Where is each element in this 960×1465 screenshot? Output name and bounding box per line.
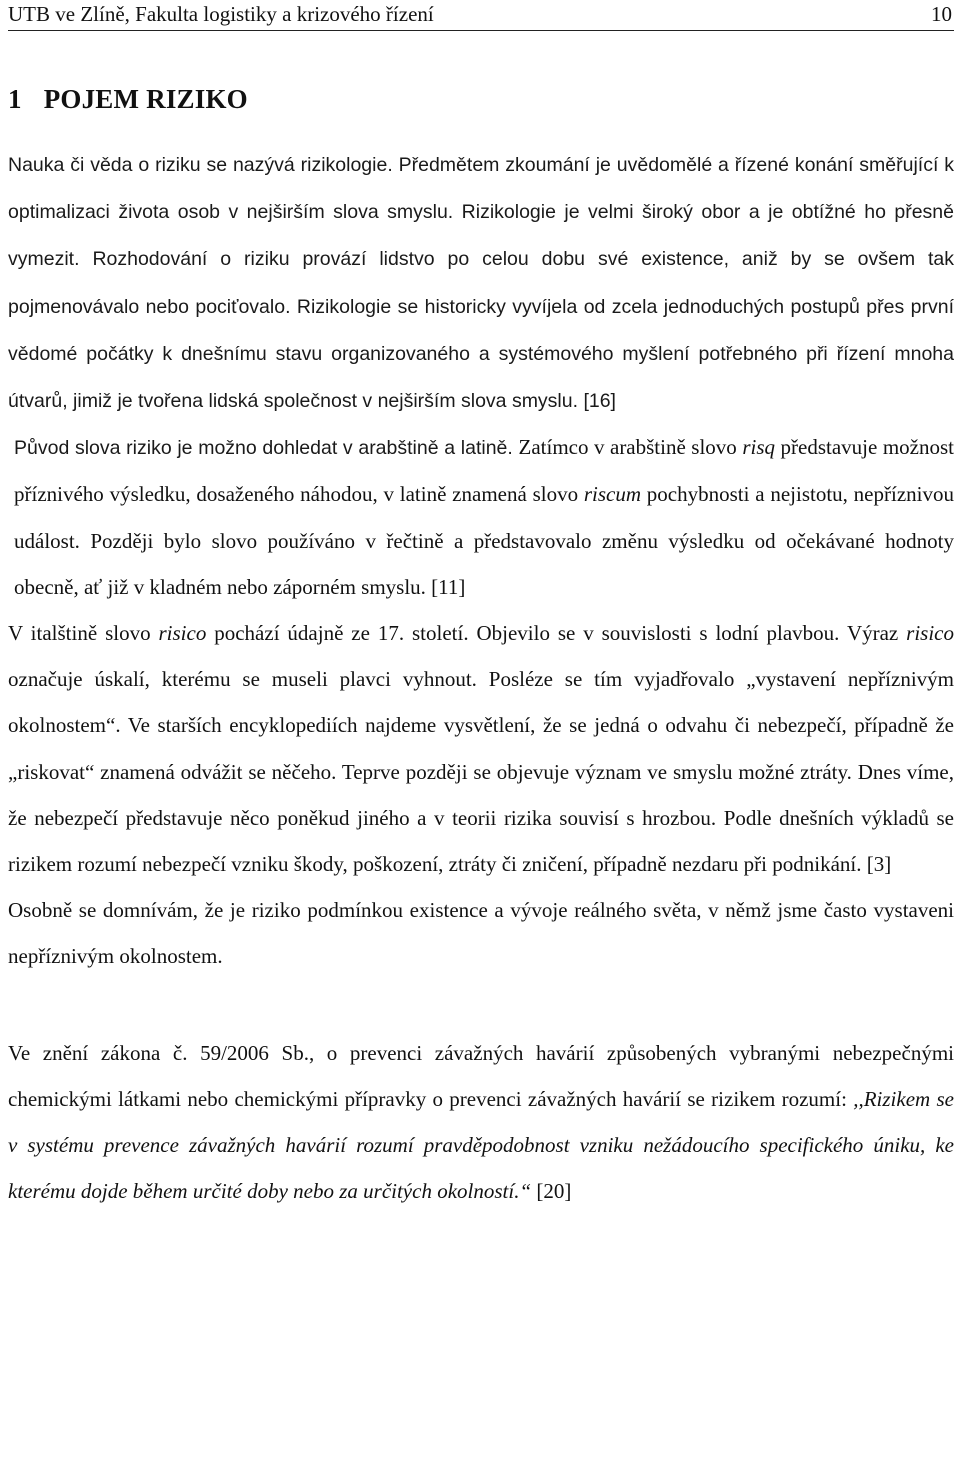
paragraph-text: Původ slova riziko je možno dohledat v arabštině a latině. xyxy=(14,437,519,460)
term-risq: risq xyxy=(742,435,776,460)
paragraph-text: Rozhodování o riziku provází lidstvo po celou dobu své existence, aniž by se ovšem tak pojmenovávalo nebo pociťovalo. Rizikologie se historicky vyvíjela od zcela jednoduchých postupů přes první vědomé počátky k dnešnímu stavu organizovaného a systémového myšlení potřebného při řízení mnoha útvarů, jimiž je tvořena lidská společnost v nejširším slova smyslu. [16] xyxy=(8,248,954,413)
running-header xyxy=(8,0,954,31)
document-page xyxy=(8,0,954,1214)
paragraph-text: V italštině slovo xyxy=(8,621,159,646)
paragraph-zakon xyxy=(8,1030,954,1215)
paragraph-osobne xyxy=(8,887,954,979)
paragraph-text: pochybnosti a nejistotu, nepříznivou událost. Později bylo slovo používáno v řečtině a představovalo změnu výsledku od očekávané hodnoty obecně, ať již v kladném nebo záporném smyslu. [11] xyxy=(14,482,954,599)
term-riscum: riscum xyxy=(583,482,642,507)
paragraph-text: Ve znění zákona č. 59/2006 Sb., o prevenci závažných havárií způsobených vybranými nebezpečnými chemickými látkami nebo chemickými přípravky o prevenci závažných havárií se rizikem rozumí: xyxy=(8,1040,954,1111)
paragraph-text: Osobně se domnívám, že je riziko podmínkou existence a vývoje reálného světa, v němž jsme často vystaveni nepříznivým okolnostem. xyxy=(8,898,954,969)
paragraph-text: Zatímco v arabštině slovo xyxy=(518,435,743,460)
paragraph-text: pochází údajně ze 17. století. Objevilo se v souvislosti s lodní plavbou. Výraz xyxy=(206,621,907,646)
paragraph-text: Nauka či věda o riziku se nazývá rizikologie. Předmětem zkoumání je uvědomělé a řízené konání směřující k optimalizaci života osob v nejširším slova smyslu. Rizikologie je velmi široký obor a je obtížné ho přesně vymezit. xyxy=(8,154,954,271)
citation: [20] xyxy=(531,1179,572,1204)
paragraph-rizikologie xyxy=(8,141,954,424)
page-number: 10 xyxy=(931,2,952,26)
header-title: UTB ve Zlíně, Fakulta logistiky a krizového řízení xyxy=(8,2,434,26)
chapter-title: POJEM RIZIKO xyxy=(43,84,248,114)
paragraph-text: představuje možnost příznivého výsledku, dosaženého náhodou, v latině znamená slovo xyxy=(14,435,954,507)
paragraph-text: označuje úskalí, kterému se museli plavci vyhnout. Posléze se tím vyjadřovalo „vystavení nepříznivým okolnostem“. Ve starších encyklopediích najdeme vysvětlení, že se jedná o odvahu či nebezpečí, případně že „riskovat“ znamená odvážit se něčeho. Teprve později se objevuje význam ve smyslu možné ztráty. Dnes víme, že nebezpečí představuje něco poněkud jiného a v teorii rizika souvisí s hrozbou. Podle dnešních výkladů se rizikem rozumí nebezpečí vzniku škody, poškození, ztráty či zničení, případně nezdaru při podnikání. [3] xyxy=(8,667,954,877)
term-risico: risico xyxy=(906,621,954,646)
chapter-heading xyxy=(8,79,954,119)
chapter-number: 1 xyxy=(8,84,22,114)
paragraph-italstina xyxy=(8,610,954,887)
law-quote: ,,Rizikem se v systému prevence závažných havárií rozumí pravděpodobnost vzniku nežádoucího specifického úniku, ke kterému dojde během určité doby nebo za určitých okolností.“ xyxy=(8,1086,954,1204)
paragraph-puvod xyxy=(8,424,954,610)
term-risico: risico xyxy=(158,621,207,646)
